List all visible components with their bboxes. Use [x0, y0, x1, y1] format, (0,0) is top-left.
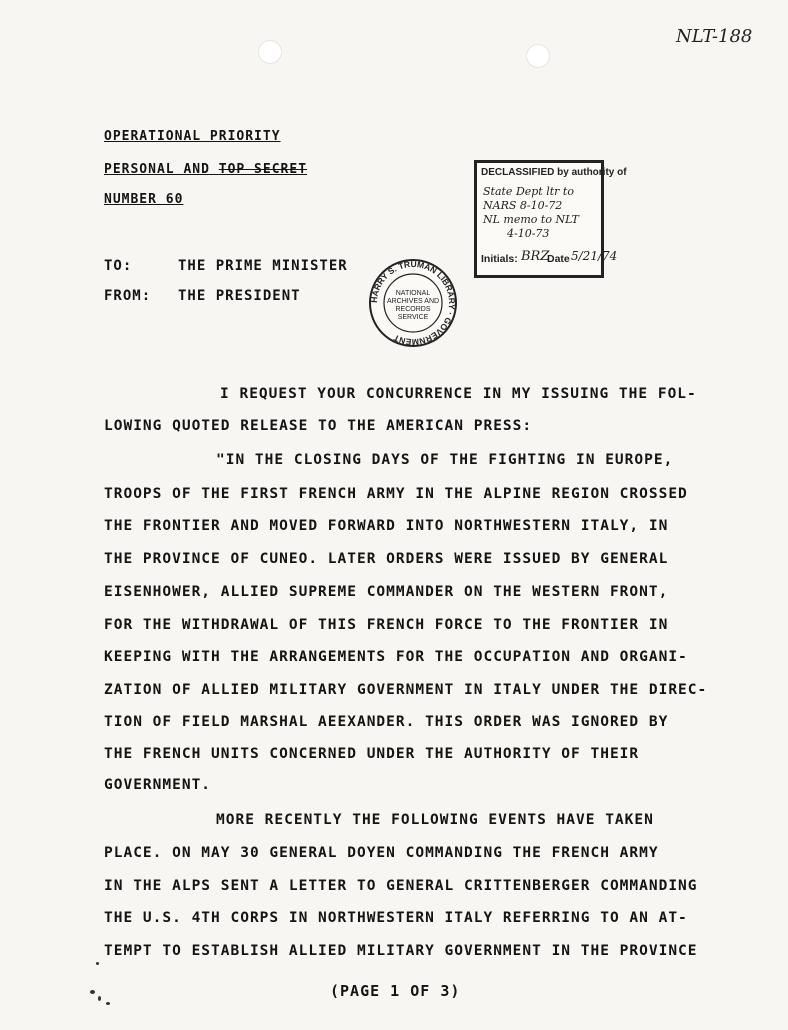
- body-line: KEEPING WITH THE ARRANGEMENTS FOR THE OCCUPATION AND ORGANI-: [104, 649, 688, 665]
- seal-center-4: SERVICE: [397, 314, 429, 321]
- classification-line: [104, 162, 307, 177]
- stamp-nars: NARS 8-10-72: [483, 199, 563, 212]
- stamp-authority: State Dept ltr to: [483, 185, 574, 198]
- ink-speck: [98, 996, 101, 1001]
- body-line: TEMPT TO ESTABLISH ALLIED MILITARY GOVERNMENT IN THE PROVINCE: [104, 943, 698, 959]
- body-line: THE PROVINCE OF CUNEO. LATER ORDERS WERE ISSUED BY GENERAL: [104, 551, 669, 567]
- stamp-memo-date: 4-10-73: [507, 227, 550, 240]
- body-line: I REQUEST YOUR CONCURRENCE IN MY ISSUING THE FOL-: [220, 386, 697, 402]
- body-line: GOVERNMENT.: [104, 777, 212, 793]
- from-value: THE PRESIDENT: [178, 288, 301, 304]
- classification-personal: PERSONAL AND: [104, 162, 210, 177]
- classification-struck: TOP SECRET: [218, 162, 308, 177]
- body-line: IN THE ALPS SENT A LETTER TO GENERAL CRITTENBERGER COMMANDING: [104, 878, 698, 894]
- body-line: "IN THE CLOSING DAYS OF THE FIGHTING IN EUROPE,: [216, 452, 674, 468]
- handwritten-file-number: NLT-188: [676, 26, 753, 47]
- body-line: THE U.S. 4TH CORPS IN NORTHWESTERN ITALY REFERRING TO AN AT-: [104, 910, 688, 926]
- ink-speck: [106, 1002, 110, 1005]
- body-line: ZATION OF ALLIED MILITARY GOVERNMENT IN ITALY UNDER THE DIREC-: [104, 682, 708, 698]
- body-line: MORE RECENTLY THE FOLLOWING EVENTS HAVE TAKEN: [216, 812, 654, 828]
- ink-speck: [96, 962, 99, 965]
- stamp-date-value: 5/21/74: [571, 249, 618, 263]
- body-line: THE FRONTIER AND MOVED FORWARD INTO NORTHWESTERN ITALY, IN: [104, 518, 669, 534]
- body-line: EISENHOWER, ALLIED SUPREME COMMANDER ON THE WESTERN FRONT,: [104, 584, 669, 600]
- priority-line: OPERATIONAL PRIORITY: [104, 129, 281, 144]
- ink-speck: [90, 990, 95, 994]
- stamp-initials-value: BRZ: [521, 249, 550, 264]
- to-value: THE PRIME MINISTER: [178, 258, 348, 274]
- body-line: LOWING QUOTED RELEASE TO THE AMERICAN PRESS:: [104, 418, 533, 434]
- message-number: NUMBER 60: [104, 192, 184, 207]
- to-label: TO:: [104, 258, 133, 274]
- punch-hole-right: [526, 44, 550, 68]
- body-line: TION OF FIELD MARSHAL AEEXANDER. THIS ORDER WAS IGNORED BY: [104, 714, 669, 730]
- body-line: PLACE. ON MAY 30 GENERAL DOYEN COMMANDING THE FRENCH ARMY: [104, 845, 659, 861]
- punch-hole-left: [258, 40, 282, 64]
- stamp-initials-label: Initials:: [481, 253, 518, 265]
- seal-center-2: ARCHIVES AND: [386, 298, 440, 305]
- stamp-heading: DECLASSIFIED by authority of: [481, 167, 627, 178]
- page-indicator: (PAGE 1 OF 3): [330, 982, 461, 1000]
- from-label: FROM:: [104, 288, 152, 304]
- declassification-stamp: [474, 160, 627, 278]
- library-seal: [367, 257, 459, 349]
- body-line: TROOPS OF THE FIRST FRENCH ARMY IN THE ALPINE REGION CROSSED: [104, 486, 688, 502]
- seal-center-1: NATIONAL: [395, 290, 431, 297]
- seal-center-3: RECORDS: [395, 306, 431, 313]
- stamp-memo: NL memo to NLT: [483, 213, 579, 226]
- seal-ring-text: HARRY S. TRUMAN LIBRARY · GOVERNMENT: [368, 258, 458, 348]
- body-line: FOR THE WITHDRAWAL OF THIS FRENCH FORCE TO THE FRONTIER IN: [104, 617, 669, 633]
- body-line: THE FRENCH UNITS CONCERNED UNDER THE AUTHORITY OF THEIR: [104, 746, 640, 762]
- stamp-date-label: Date: [547, 253, 570, 265]
